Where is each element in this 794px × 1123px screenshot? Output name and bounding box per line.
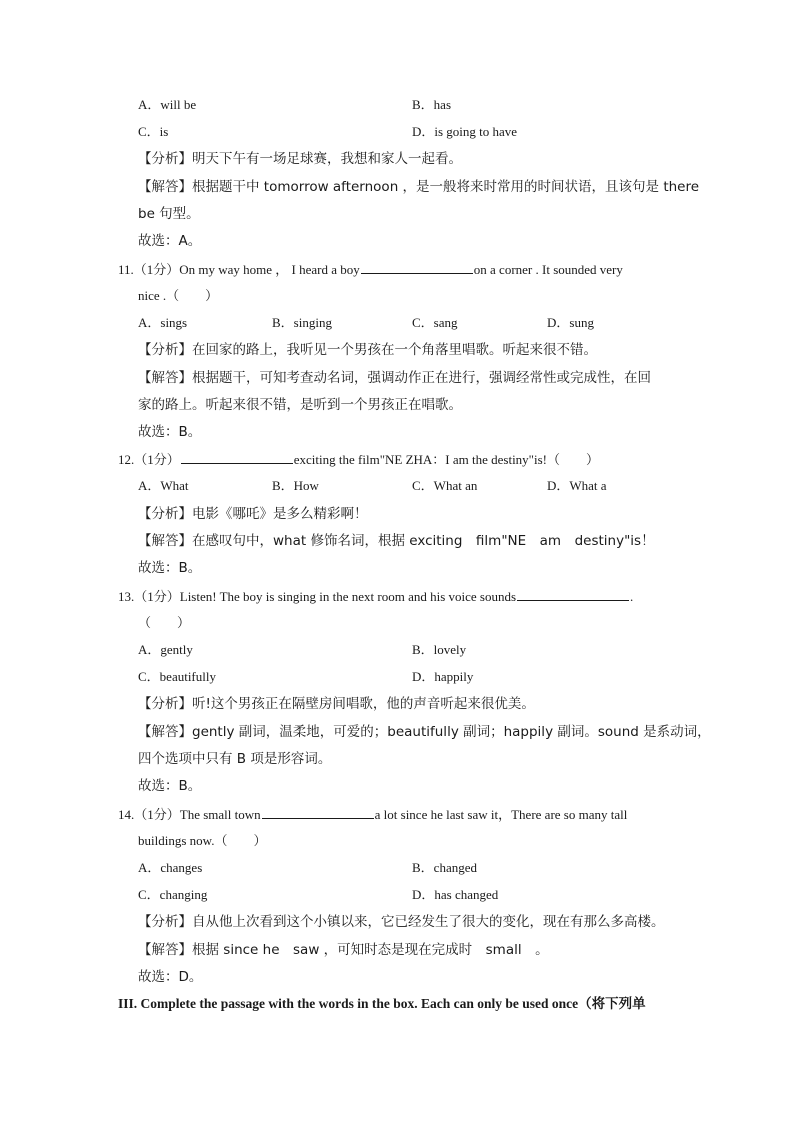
q12-stem-prefix: 12.（1分） <box>118 452 180 467</box>
analysis-tag: 【分析】 <box>138 342 192 358</box>
q13-answer-cont: 四个选项中只有 B 项是形容词。 <box>138 751 332 767</box>
answer-text: 在感叹句中，what 修饰名词，根据 exciting film"NE am destiny"is！ <box>192 533 655 549</box>
q12-answer <box>138 532 655 550</box>
q11-stem <box>118 260 623 279</box>
q12-blank <box>181 450 293 464</box>
q14-choice: 故选：D。 <box>138 969 203 985</box>
q13-stem-prefix: 13.（1分）Listen! The boy is singing in the next room and his voice sounds <box>118 589 517 604</box>
q14-option-a: A．changes <box>138 860 203 875</box>
answer-tag: 【解答】 <box>138 724 192 740</box>
analysis-text: 电影《哪吒》是多么精彩啊！ <box>192 506 368 522</box>
q12-choice: 故选：B。 <box>138 560 202 576</box>
analysis-text: 听!这个男孩正在隔壁房间唱歌，他的声音听起来很优美。 <box>192 696 535 712</box>
q14-stem <box>118 805 627 824</box>
analysis-tag: 【分析】 <box>138 506 192 522</box>
q12-option-a: A．What <box>138 478 189 493</box>
q12-analysis <box>138 505 368 523</box>
q11-answer <box>138 369 651 387</box>
q13-stem-suffix: . <box>630 589 634 604</box>
analysis-text: 自从他上次看到这个小镇以来，它已经发生了很大的变化，现在有那么多高楼。 <box>192 914 665 930</box>
q13-option-c: C．beautifully <box>138 669 216 684</box>
q11-stem-suffix: on a corner . It sounded very <box>473 262 623 277</box>
q13-option-a: A．gently <box>138 642 193 657</box>
q12-stem-suffix: exciting the film"NE ZHA：I am the destiny"is!（ ） <box>293 452 599 467</box>
q14-answer <box>138 941 549 959</box>
answer-text: 根据题干，可知考查动名词，强调动作正在进行，强调经常性或完成性，在回 <box>192 370 651 386</box>
q13-stem-cont: （ ） <box>138 615 191 630</box>
analysis-text: 在回家的路上，我听见一个男孩在一个角落里唱歌。听起来很不错。 <box>192 342 597 358</box>
section-3-heading: III. Complete the passage with the words in the box. Each can only be used once（将下列单 <box>118 996 646 1011</box>
q11-option-c: C．sang <box>412 315 458 330</box>
q10-answer <box>138 178 699 196</box>
q10-answer-cont: be 句型。 <box>138 206 200 222</box>
answer-text: 根据 since he saw ，可知时态是现在完成时 small 。 <box>192 942 549 958</box>
q13-choice: 故选：B。 <box>138 778 202 794</box>
q11-choice: 故选：B。 <box>138 424 202 440</box>
q13-option-b: B．lovely <box>412 642 467 657</box>
q13-blank <box>517 587 629 601</box>
q14-blank <box>262 805 374 819</box>
q13-option-d: D．happily <box>412 669 474 684</box>
q11-option-b: B．singing <box>272 315 332 330</box>
answer-text: gently 副词，温柔地，可爱的；beautifully 副词；happily 副词。sound 是系动词， <box>192 724 711 740</box>
q11-option-a: A．sings <box>138 315 188 330</box>
q14-stem-suffix: a lot since he last saw it，There are so many tall <box>374 807 628 822</box>
answer-tag: 【解答】 <box>138 942 192 958</box>
q12-stem <box>118 450 599 469</box>
q14-option-b: B．changed <box>412 860 477 875</box>
answer-text: 根据题干中 tomorrow afternoon ，是一般将来时常用的时间状语，且该句是 there <box>192 179 700 195</box>
q11-analysis <box>138 341 597 359</box>
q11-blank <box>361 260 473 274</box>
analysis-text: 明天下午有一场足球赛，我想和家人一起看。 <box>192 151 462 167</box>
q11-answer-cont: 家的路上。听起来很不错，是听到一个男孩正在唱歌。 <box>138 397 462 413</box>
answer-tag: 【解答】 <box>138 533 192 549</box>
q10-option-a: A．will be <box>138 97 197 112</box>
analysis-tag: 【分析】 <box>138 914 192 930</box>
answer-tag: 【解答】 <box>138 179 192 195</box>
q10-choice: 故选：A。 <box>138 233 202 249</box>
q12-option-c: C．What an <box>412 478 478 493</box>
q12-option-b: B．How <box>272 478 319 493</box>
q10-analysis <box>138 150 462 168</box>
q14-option-c: C．changing <box>138 887 208 902</box>
q13-answer <box>138 723 711 741</box>
analysis-tag: 【分析】 <box>138 151 192 167</box>
q11-stem-cont: nice .（ ） <box>138 288 219 303</box>
q14-stem-prefix: 14.（1分）The small town <box>118 807 261 822</box>
q10-option-b: B．has <box>412 97 452 112</box>
answer-tag: 【解答】 <box>138 370 192 386</box>
q10-option-c: C．is <box>138 124 169 139</box>
q11-stem-prefix: 11.（1分）On my way home ， I heard a boy <box>118 262 360 277</box>
q13-stem <box>118 587 633 606</box>
analysis-tag: 【分析】 <box>138 696 192 712</box>
q10-option-d: D．is going to have <box>412 124 518 139</box>
q14-analysis <box>138 913 665 931</box>
q14-option-d: D．has changed <box>412 887 499 902</box>
q11-option-d: D．sung <box>547 315 594 330</box>
q12-option-d: D．What a <box>547 478 607 493</box>
q13-analysis <box>138 695 535 713</box>
q14-stem-cont: buildings now.（ ） <box>138 833 267 848</box>
